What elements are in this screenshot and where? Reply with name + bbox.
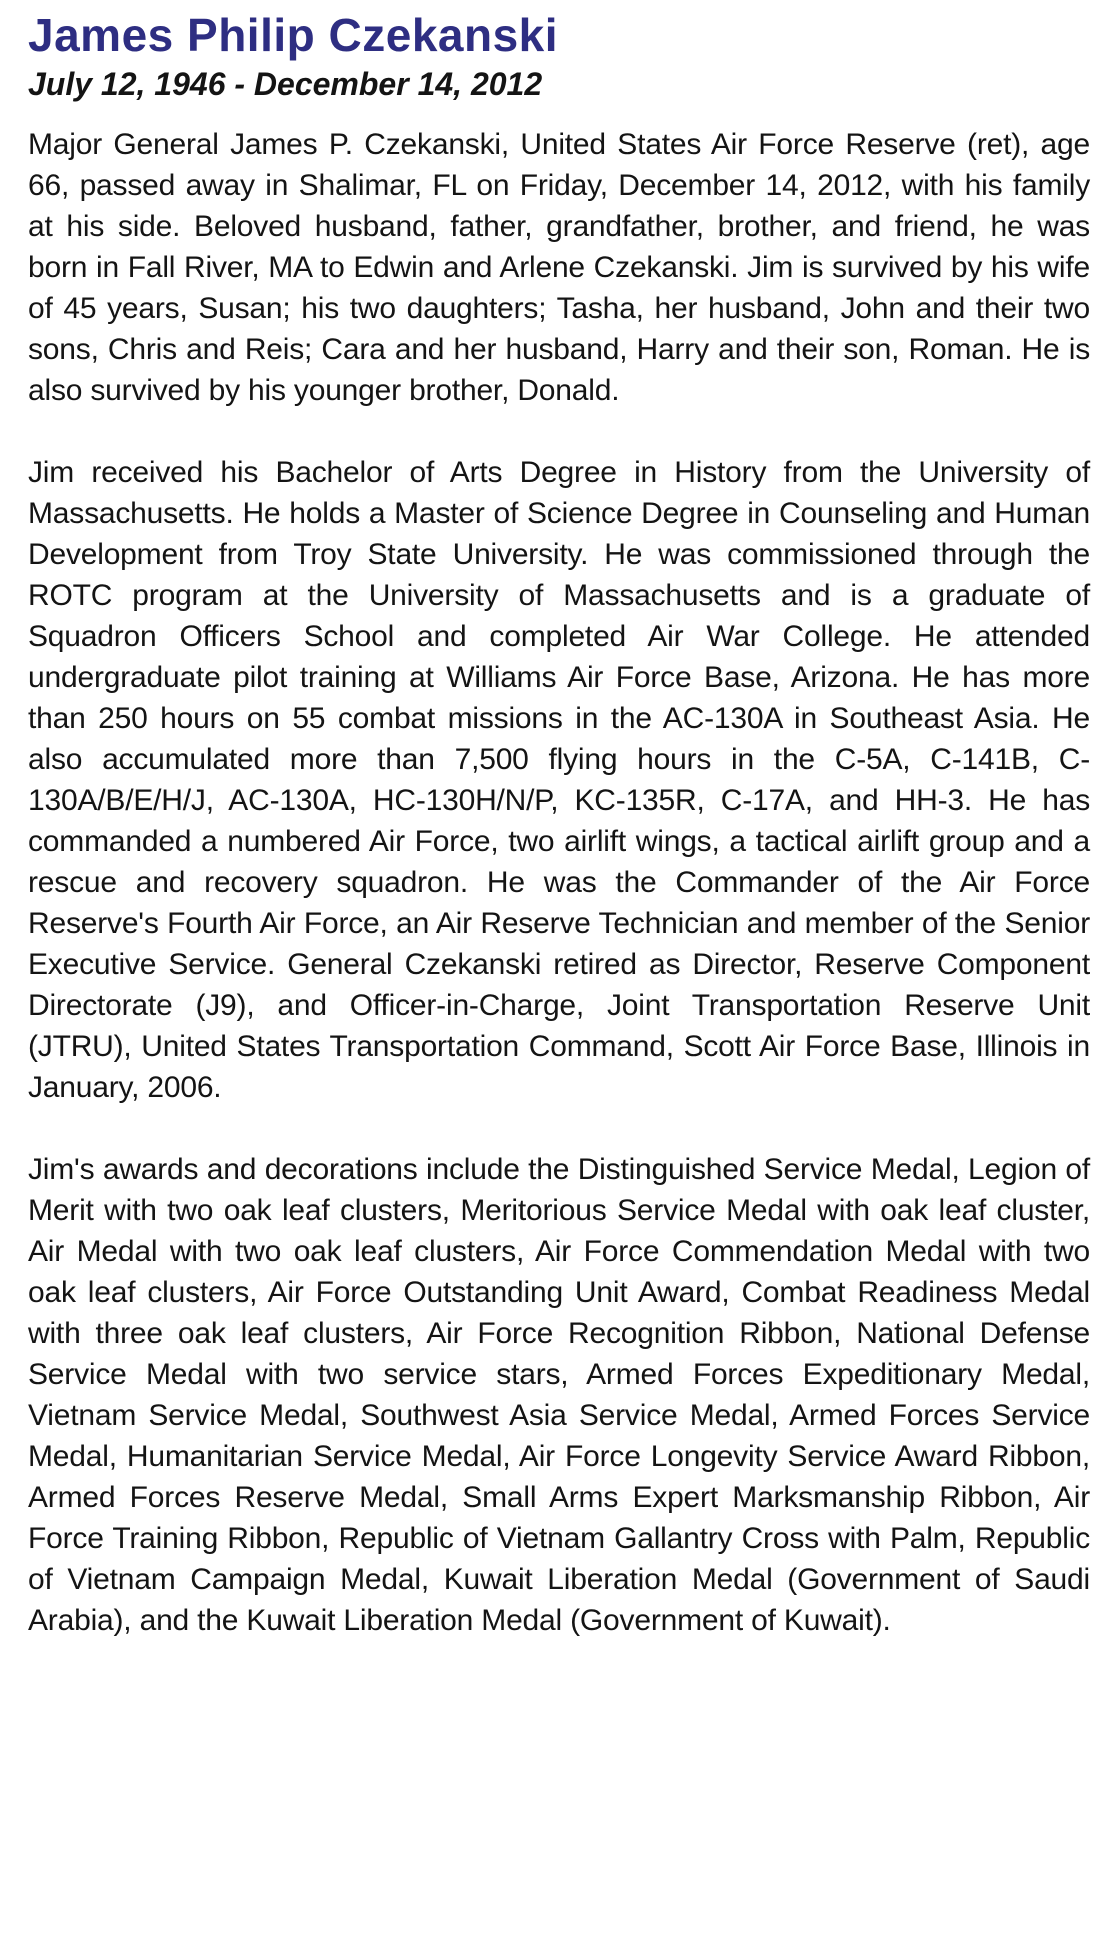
obituary-paragraph-awards: Jim's awards and decorations include the Distinguished Service Medal, Legion of Merit with two oak leaf clusters, Meritorious Service Medal with oak leaf cluster, Air Medal with two oak leaf clusters, Air Force Commendation Medal with two oak leaf clusters, Air Force Outstanding Unit Award, Combat Readiness Medal with three oak leaf clusters, Air Force Recognition Ribbon, National Defense Service Medal with two service stars, Armed Forces Expeditionary Medal, Vietnam Service Medal, Southwest Asia Service Medal, Armed Forces Service Medal, Humanitarian Service Medal, Air Force Longevity Service Award Ribbon, Armed Forces Reserve Medal, Small Arms Expert Marksmanship Ribbon, Air Force Training Ribbon, Republic of Vietnam Gallantry Cross with Palm, Republic of Vietnam Campaign Medal, Kuwait Liberation Medal (Government of Saudi Arabia), and the Kuwait Liberation Medal (Government of Kuwait).: [28, 1153, 1090, 1638]
obituary-paragraph-family: Major General James P. Czekanski, United States Air Force Reserve (ret), age 66, passed away in Shalimar, FL on Friday, December 14, 2012, with his family at his side. Beloved husband, father, grandfather, brother, and friend, he was born in Fall River, MA to Edwin and Arlene Czekanski. Jim is survived by his wife of 45 years, Susan; his two daughters; Tasha, her husband, John and their two sons, Chris and Reis; Cara and her husband, Harry and their son, Roman. He is also survived by his younger brother, Donald.: [28, 128, 1090, 408]
obituary-body: [28, 124, 1090, 1641]
obituary-paragraph-career: Jim received his Bachelor of Arts Degree in History from the University of Massachusetts. He holds a Master of Science Degree in Counseling and Human Development from Troy State University. He was commissioned through the ROTC program at the University of Massachusetts and is a graduate of Squadron Officers School and completed Air War College. He attended undergraduate pilot training at Williams Air Force Base, Arizona. He has more than 250 hours on 55 combat missions in the AC-130A in Southeast Asia. He also accumulated more than 7,500 flying hours in the C-5A, C-141B, C-130A/B/E/H/J, AC-130A, HC-130H/N/P, KC-135R, C-17A, and HH-3. He has commanded a numbered Air Force, two airlift wings, a tactical airlift group and a rescue and recovery squadron. He was the Commander of the Air Force Reserve's Fourth Air Force, an Air Reserve Technician and member of the Senior Executive Service. General Czekanski retired as Director, Reserve Component Directorate (J9), and Officer-in-Charge, Joint Transportation Reserve Unit (JTRU), United States Transportation Command, Scott Air Force Base, Illinois in January, 2006.: [28, 456, 1090, 1105]
page-title: James Philip Czekanski: [28, 9, 559, 61]
life-dates: July 12, 1946 - December 14, 2012: [28, 65, 543, 102]
